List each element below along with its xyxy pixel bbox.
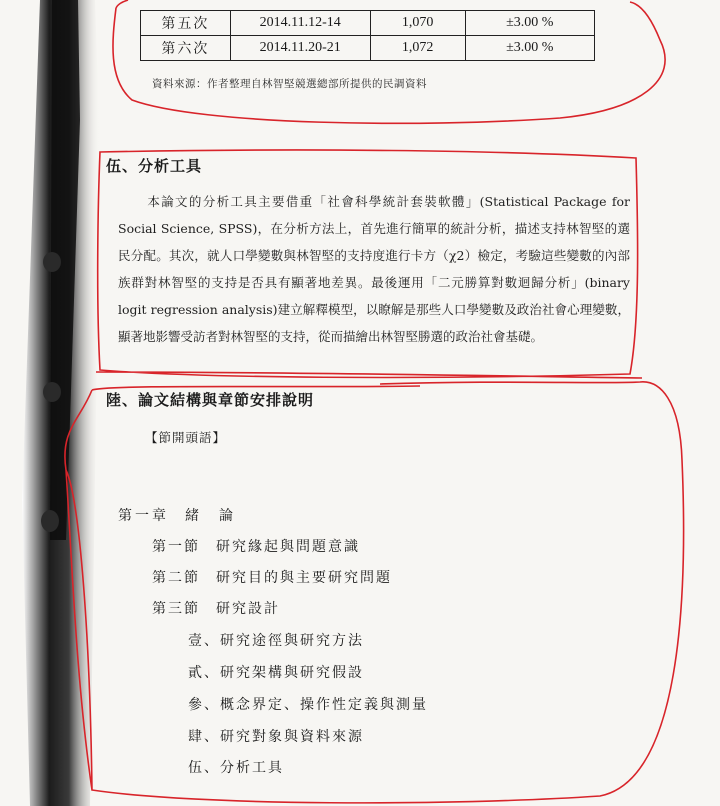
binding-shadow xyxy=(0,0,110,806)
toc-chapter xyxy=(118,505,236,525)
toc-section xyxy=(152,536,360,556)
table-cell: 第五次 xyxy=(141,11,231,36)
section-lead-label: 【節開頭語】 xyxy=(145,430,227,445)
table-cell: 2014.11.12-14 xyxy=(230,11,370,36)
source-note: 資料來源：作者整理自林智堅競選總部所提供的民調資料 xyxy=(152,78,427,90)
body-paragraph xyxy=(118,188,630,350)
toc-subsection: 伍、分析工具 xyxy=(188,760,284,776)
toc-section-number: 第三節 xyxy=(152,601,200,617)
table-cell: 第六次 xyxy=(141,36,231,61)
table-row xyxy=(141,11,595,36)
toc-subsection: 肆、研究對象與資料來源 xyxy=(188,729,364,745)
table-cell: ±3.00 % xyxy=(465,11,594,36)
toc-section-title: 研究緣起與問題意識 xyxy=(216,539,360,555)
table-cell: 1,070 xyxy=(370,11,465,36)
toc-chapter-number: 第一章 xyxy=(118,508,169,524)
paragraph-text: 本論文的分析工具主要借重「社會科學統計套裝軟體」(Statistical Package for Social Science, SPSS)，在分析方法上，首先進行簡單的統計分析，描述支持林智堅的選民分配。其次，就人口學變數與林智堅的支持度進行卡方（χ2）檢定，考驗這些變數的內部族群對林智堅的支持是否具有顯著地差異。最後運用「二元勝算對數迴歸分析」(binary logit regression analysis)建立解釋模型，以瞭解是那些人口學變數及政治社會心理變數，顯著地影響受訪者對林智堅的支持，從而描繪出林智堅勝選的政治社會基礎。 xyxy=(118,194,630,344)
table-cell: ±3.00 % xyxy=(465,36,594,61)
toc-section xyxy=(152,567,392,587)
toc-section xyxy=(152,598,280,618)
toc-section-title: 研究設計 xyxy=(216,601,280,617)
table-cell: 2014.11.20-21 xyxy=(230,36,370,61)
poll-table xyxy=(140,10,595,61)
section-heading-analysis-tools: 伍、分析工具 xyxy=(106,157,203,175)
toc-section-title: 研究目的與主要研究問題 xyxy=(216,570,392,586)
toc-subsection: 貳、研究架構與研究假設 xyxy=(188,665,364,681)
toc-subsection: 參、概念界定、操作性定義與測量 xyxy=(188,697,428,713)
toc-chapter-title: 緒 論 xyxy=(185,508,236,524)
table-cell: 1,072 xyxy=(370,36,465,61)
toc-section-number: 第一節 xyxy=(152,539,200,555)
section-heading-structure: 陸、論文結構與章節安排說明 xyxy=(106,391,315,409)
table-row xyxy=(141,36,595,61)
toc-subsection: 壹、研究途徑與研究方法 xyxy=(188,633,364,649)
toc-section-number: 第二節 xyxy=(152,570,200,586)
